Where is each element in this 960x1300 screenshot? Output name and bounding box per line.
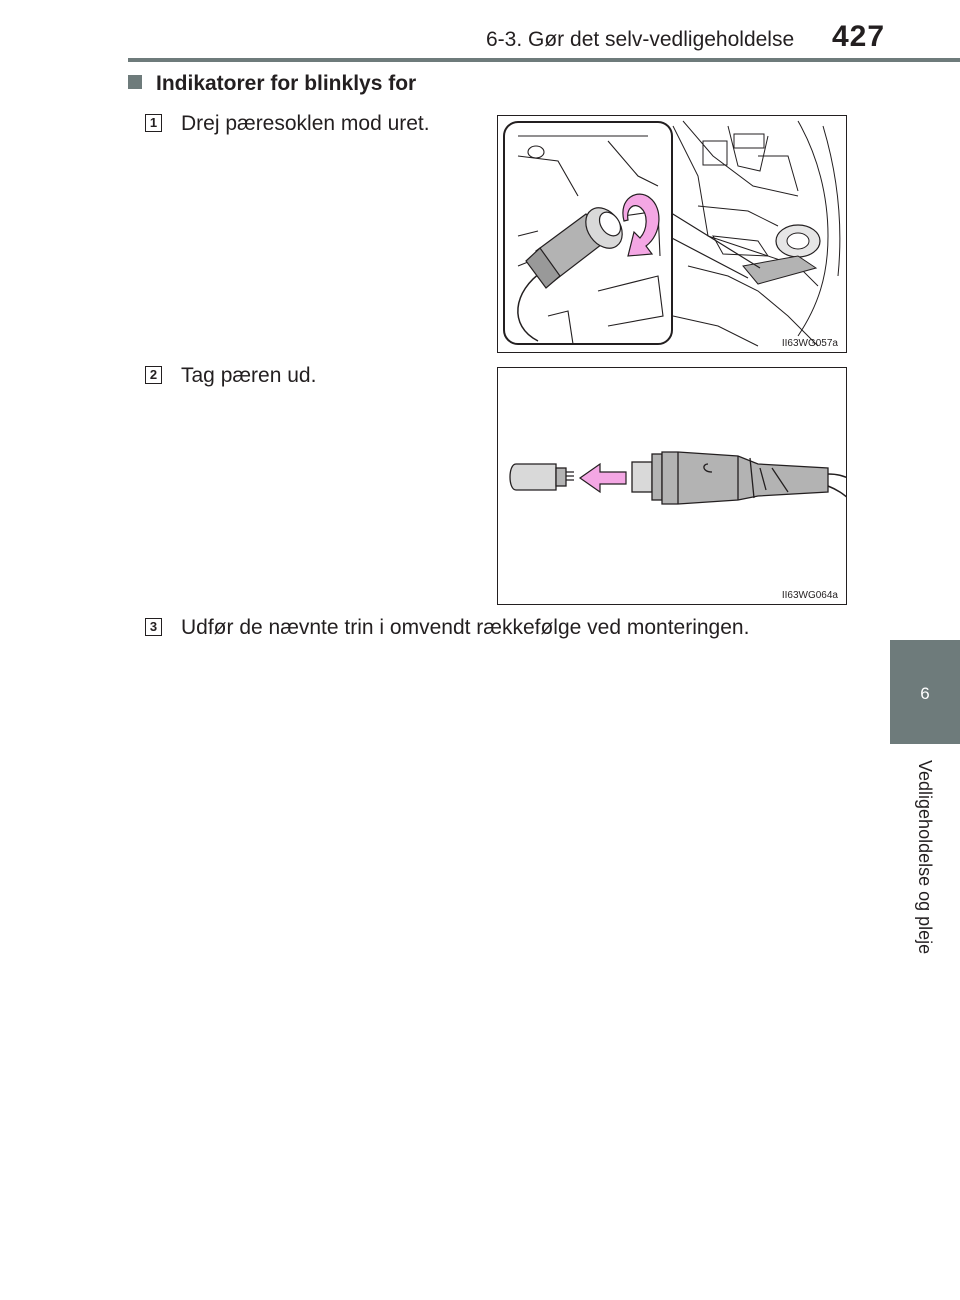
step-1-text: Drej pæresoklen mod uret. xyxy=(181,112,430,135)
section-title: 6-3. Gør det selv-vedligeholdelse xyxy=(486,28,795,51)
step-3-text: Udfør de nævnte trin i omvendt rækkefølge ved monteringen. xyxy=(181,616,750,639)
section-heading-text: Indikatorer for blinklys for xyxy=(156,72,417,95)
figure-2-code: II63WG064a xyxy=(781,590,838,601)
header-rule xyxy=(128,58,960,62)
section-heading xyxy=(128,72,416,96)
figure-bulb-removal xyxy=(497,367,847,605)
step-1-badge: 1 xyxy=(145,114,162,132)
chapter-number: 6 xyxy=(920,684,930,703)
page-number: 427 xyxy=(832,20,886,53)
step-3-badge: 3 xyxy=(145,618,162,636)
figure-bulb-socket-rotate xyxy=(497,115,847,353)
figure-1-code: II63WG057a xyxy=(781,338,838,349)
heading-square-icon xyxy=(128,75,142,89)
step-2-badge: 2 xyxy=(145,366,162,384)
chapter-tab xyxy=(890,640,960,744)
headlight-illustration xyxy=(498,116,847,353)
bulb-removal-illustration xyxy=(498,368,847,605)
chapter-label: Vedligeholdelse og pleje xyxy=(915,760,935,955)
step-2-text: Tag pæren ud. xyxy=(181,364,317,387)
